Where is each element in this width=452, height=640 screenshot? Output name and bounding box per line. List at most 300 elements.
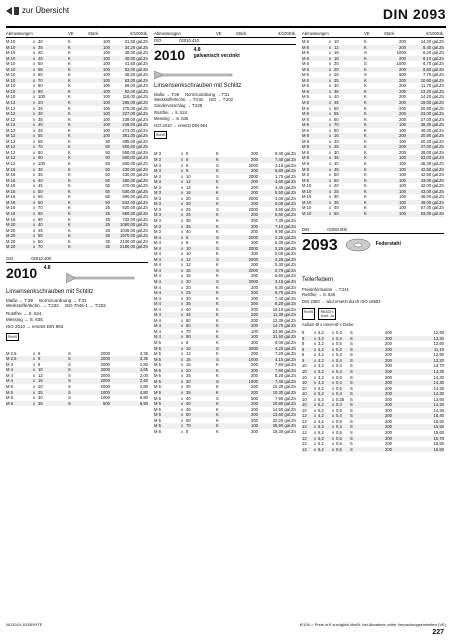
table-cell: 200	[251, 295, 258, 301]
table-cell: 100	[103, 111, 110, 117]
price-table-3b	[302, 330, 444, 452]
table-cell: x	[331, 441, 335, 447]
table-cell: M 12	[6, 100, 16, 106]
table-cell: S	[216, 245, 219, 251]
spec-link[interactable]: Rostfrei → S. 535	[302, 291, 336, 297]
table-cell: 43,00 gal.Zn	[420, 188, 444, 194]
table-cell: 14,30	[433, 374, 444, 380]
table-cell: K	[68, 133, 71, 139]
table-cell: 7,20 gal.Zn	[275, 351, 296, 357]
table-cell: 25	[334, 72, 339, 78]
table-cell: 12	[186, 351, 191, 357]
table-cell: 10,80 gal.Zn	[272, 401, 296, 407]
table-cell: x	[331, 435, 335, 441]
table-cell: M 6	[302, 116, 309, 122]
table-cell: 200	[399, 83, 406, 89]
back-to-overview-link[interactable]	[6, 6, 69, 15]
table-cell: x	[180, 395, 184, 401]
table-cell: 6,2	[318, 441, 324, 447]
table-cell: 200	[251, 190, 258, 196]
table-cell: 13,60 gal.Zn	[272, 412, 296, 418]
table-cell: M 3	[154, 212, 161, 218]
finish-link[interactable]: Rostfrei → S. 524	[6, 310, 42, 316]
table-cell: 1045,00 gal.Zn	[120, 227, 148, 233]
table-cell: M 4	[154, 234, 161, 240]
table-cell: 13,60	[433, 396, 444, 402]
table-cell: 100	[399, 194, 406, 200]
table-cell: x	[32, 83, 36, 89]
table-cell: 35	[186, 223, 191, 229]
table-cell: 2,80	[139, 361, 148, 367]
table-cell: 4,80	[139, 389, 148, 395]
table-cell: 8,20 gal.Zn	[275, 301, 296, 307]
table-cell: S	[350, 396, 353, 402]
table-cell: 50	[105, 194, 110, 200]
table-cell: 0,2	[336, 346, 342, 352]
table-cell: K	[216, 179, 219, 185]
table-cell: M 5	[154, 401, 161, 407]
table-cell: M 3	[154, 151, 161, 157]
table-cell: K	[216, 401, 219, 407]
table-cell: K	[68, 199, 71, 205]
table-cell: 10	[186, 345, 191, 351]
table-cell: 2,00	[139, 372, 148, 378]
header-rule	[6, 26, 446, 28]
table-cell: 25	[105, 227, 110, 233]
table-cell: 100	[399, 155, 406, 161]
table-cell: 80	[186, 334, 191, 340]
table-cell: 500	[251, 395, 258, 401]
table-cell: 1000	[396, 50, 406, 56]
table-cell: x	[313, 441, 317, 447]
table-cell: 200	[251, 323, 258, 329]
table-cell: 200	[251, 406, 258, 412]
table-cell: 200	[251, 367, 258, 373]
table-cell: K	[364, 44, 367, 50]
spec-link[interactable]: ISO → T:202	[209, 97, 234, 103]
table-cell: 25	[105, 205, 110, 211]
table-cell: K	[216, 156, 219, 162]
table-cell: x	[180, 389, 184, 395]
table-cell: K	[68, 216, 71, 222]
table-cell: x	[32, 88, 36, 94]
table-cell: 8	[302, 330, 305, 336]
table-cell: x	[180, 234, 184, 240]
table-cell: 200	[251, 262, 258, 268]
table-cell: K	[216, 212, 219, 218]
table-cell: 12	[302, 418, 307, 424]
table-cell: 5,2	[318, 402, 324, 408]
table-cell: 50	[105, 155, 110, 161]
table-cell: x	[32, 222, 36, 228]
table-cell: x	[32, 400, 36, 406]
table-cell: K	[68, 238, 71, 244]
table-cell: 27,00 gal.Zn	[420, 116, 444, 122]
rohs-badge: RoHS	[156, 133, 166, 138]
iso-ref-bar: ISO 02010.400	[6, 256, 148, 263]
table-cell: 50	[105, 183, 110, 189]
table-cell: 50	[105, 138, 110, 144]
table-cell: K	[68, 127, 71, 133]
table-cell: K	[216, 389, 219, 395]
table-cell: S	[216, 173, 219, 179]
table-cell: 200	[399, 44, 406, 50]
table-cell: 200	[385, 424, 392, 430]
table-cell: x	[180, 356, 184, 362]
footer-note: €/100 = Preis in € zuzüglich MwSt. bei Abnahme voller Verpackungseinheiten (VE)	[300, 622, 446, 627]
table-cell: 20	[38, 384, 43, 390]
table-cell: M 5	[154, 395, 161, 401]
table-cell: S	[68, 356, 71, 362]
table-cell: x	[32, 44, 36, 50]
table-cell: 34,20 gal.Zn	[124, 44, 148, 50]
table-cell: K	[364, 116, 367, 122]
table-cell: M 4	[154, 317, 161, 323]
table-cell: 55	[38, 138, 43, 144]
table-cell: M 3	[154, 162, 161, 168]
table-cell: M 6	[302, 127, 309, 133]
table-cell: 45	[38, 127, 43, 133]
table-cell: K	[216, 428, 219, 434]
material-subtitle: Federstahl	[375, 240, 401, 247]
table-cell: 10	[302, 407, 307, 413]
table-cell: M 12	[6, 161, 16, 167]
table-cell: x	[313, 346, 317, 352]
table-cell: x	[180, 401, 184, 407]
table-cell: M 12	[6, 116, 16, 122]
table-cell: M 6	[302, 55, 309, 61]
table-cell: x	[331, 380, 335, 386]
finish-subtitle: galvanisch verzinkt	[193, 53, 240, 59]
table-cell: 10	[302, 380, 307, 386]
table-cell: S	[350, 429, 353, 435]
table-cell: S	[350, 346, 353, 352]
table-cell: 8	[186, 340, 189, 346]
table-cell: x	[313, 363, 317, 369]
table-cell: x	[32, 39, 36, 44]
table-cell: 0,5	[336, 446, 342, 452]
finish-link[interactable]: Messing → S. 635	[154, 115, 189, 121]
screw-illustration	[154, 71, 244, 79]
table-cell: x	[32, 77, 36, 83]
table-cell: 20	[186, 195, 191, 201]
table-cell: M 6	[154, 428, 161, 434]
table-cell: 0,4	[336, 391, 342, 397]
table-cell: 200	[251, 168, 258, 174]
table-cell: x	[328, 177, 332, 183]
table-cell: K	[364, 133, 367, 139]
norm-reference: ISO 2010 → ersetzt DIN 964	[154, 123, 208, 129]
spec-link[interactable]: Werkstoffe/techn. → T:232	[154, 97, 204, 103]
table-cell: 200	[251, 229, 258, 235]
table-cell: S	[68, 389, 71, 395]
table-cell: 25	[38, 389, 43, 395]
table-cell: 13,60	[433, 341, 444, 347]
table-cell: S	[68, 400, 71, 406]
table-cell: x	[328, 138, 332, 144]
table-cell: 35	[38, 116, 43, 122]
table-cell: 200	[399, 144, 406, 150]
table-cell: 15,50	[433, 424, 444, 430]
table-cell: M 5	[154, 384, 161, 390]
table-cell: 3,2	[318, 341, 324, 347]
table-cell: x	[331, 446, 335, 452]
table-cell: x	[32, 177, 36, 183]
spec-link[interactable]: Normzuordnung → T:31	[185, 92, 230, 97]
reach-badge: REACH-Konf. Ja	[318, 308, 336, 320]
table-cell: M 4	[154, 240, 161, 246]
table-cell: 30	[38, 395, 43, 401]
table-row	[302, 211, 444, 217]
table-cell: 200	[399, 55, 406, 61]
table-cell: M 4	[154, 290, 161, 296]
table-cell: x	[331, 335, 335, 341]
table-cell: 100	[103, 100, 110, 106]
table-cell: x	[180, 262, 184, 268]
table-cell: M 8	[302, 144, 309, 150]
table-cell: 200	[251, 306, 258, 312]
table-cell: 100	[399, 177, 406, 183]
table-cell: 50	[186, 317, 191, 323]
table-cell: 660,00 gal.Zn	[122, 210, 148, 216]
table-cell: K	[68, 138, 71, 144]
table-cell: x	[331, 418, 335, 424]
table-cell: 200	[251, 428, 258, 434]
spec-link[interactable]: Werkstoffe/techn. → T:232	[6, 303, 59, 309]
table-cell: 500	[399, 72, 406, 78]
table-cell: K	[216, 223, 219, 229]
table-cell: 200	[385, 330, 392, 336]
column-3	[302, 30, 444, 452]
table-cell: 2130,00 gal.Zn	[120, 238, 148, 244]
table-cell: M 10	[6, 39, 16, 44]
table-cell: M 4	[154, 295, 161, 301]
table-cell: 30	[186, 384, 191, 390]
spec-link[interactable]: Maße → T:39	[6, 297, 33, 303]
table-cell: x	[32, 66, 36, 72]
table-cell: 12	[302, 413, 307, 419]
table-cell: 200	[399, 77, 406, 83]
table-cell: 63,00 gal.Zn	[420, 210, 444, 216]
table-cell: x	[32, 172, 36, 178]
table-cell: 90	[38, 88, 43, 94]
table-cell: 50	[105, 149, 110, 155]
table-cell: 50	[105, 199, 110, 205]
table-row	[302, 447, 444, 453]
table-header: Abmessungen VE Stück €/100Stk.	[154, 31, 296, 36]
table-cell: 35	[38, 400, 43, 406]
table-cell: 100	[251, 334, 258, 340]
table-cell: 470,00 gal.Zn	[122, 183, 148, 189]
table-cell: 200	[385, 429, 392, 435]
table-cell: K	[364, 105, 367, 111]
table-cell: 200	[251, 384, 258, 390]
table-cell: M 3	[154, 218, 161, 223]
table-cell: x	[180, 251, 184, 257]
table-cell: M 8	[302, 138, 309, 144]
table-cell: K	[216, 362, 219, 368]
table-cell: 50	[334, 172, 339, 178]
footer-code: NO2019.10/DE/HTE	[6, 622, 43, 627]
table-cell: x	[32, 166, 36, 172]
spec-link[interactable]: ISO 7046-1 → T:202	[64, 303, 106, 309]
table-cell: 1,70 gal.Zn	[275, 173, 296, 179]
table-cell: M 4	[154, 301, 161, 307]
page-header	[6, 6, 446, 26]
table-cell: 12	[302, 429, 307, 435]
table-cell: x	[180, 351, 184, 357]
table-cell: 273,00 gal.Zn	[122, 127, 148, 133]
table-cell: x	[32, 55, 36, 61]
table-cell: M 6	[302, 44, 309, 50]
table-cell: 14,20 gal.Zn	[420, 94, 444, 100]
table-cell: 3,2	[318, 335, 324, 341]
table-cell: x	[32, 94, 36, 100]
table-cell: 0,4	[336, 380, 342, 386]
table-cell: 100	[399, 166, 406, 172]
table-row	[154, 429, 296, 435]
table-cell: 3,2	[318, 363, 324, 369]
table-cell: 200	[385, 446, 392, 452]
table-cell: K	[68, 122, 71, 128]
table-cell: 0,6	[336, 435, 342, 441]
table-cell: K	[68, 222, 71, 228]
table-cell: 10,30 gal.Zn	[272, 389, 296, 395]
table-cell: x	[328, 205, 332, 211]
table-cell: x	[32, 210, 36, 216]
table-cell: x	[180, 384, 184, 390]
table-cell: x	[180, 284, 184, 290]
table-cell: K	[68, 177, 71, 183]
table-cell: 50	[38, 188, 43, 194]
table-cell: 200	[399, 133, 406, 139]
table-cell: x	[328, 149, 332, 155]
iso-ref-bar: ISO 02010.410	[154, 38, 296, 45]
table-cell: K	[68, 155, 71, 161]
table-cell: M 5	[154, 389, 161, 395]
table-cell: 15,40	[433, 413, 444, 419]
table-cell: 200	[399, 149, 406, 155]
table-cell: 6,2	[318, 446, 324, 452]
page-din-title: DIN 2093	[382, 6, 446, 22]
table-cell: x	[328, 39, 332, 44]
table-cell: S	[350, 357, 353, 363]
table-cell: K	[364, 144, 367, 150]
table-cell: x	[32, 216, 36, 222]
table-cell: x	[313, 374, 317, 380]
table-cell: x	[32, 127, 36, 133]
table-cell: 8	[186, 428, 189, 434]
table-cell: 100	[103, 44, 110, 50]
table-cell: x	[331, 368, 335, 374]
table-cell: x	[32, 244, 36, 250]
table-cell: 0,4	[336, 402, 342, 408]
table-cell: M 3	[6, 361, 13, 367]
table-cell: 2000	[248, 173, 258, 179]
din-ref-bar: DIN 02093.000	[302, 227, 444, 234]
table-cell: 45	[186, 312, 191, 318]
table-cell: M 5	[154, 367, 161, 373]
table-cell: 200	[251, 389, 258, 395]
table-cell: 500,00 gal.Zn	[122, 188, 148, 194]
table-cell: K	[216, 262, 219, 268]
table-cell: S	[350, 407, 353, 413]
table-cell: 30	[186, 295, 191, 301]
table-cell: 500,00 gal.Zn	[122, 144, 148, 150]
table-cell: x	[328, 172, 332, 178]
table-cell: 200	[251, 212, 258, 218]
table-cell: 200	[251, 201, 258, 207]
table-cell: M 10	[302, 194, 312, 200]
table-cell: 70	[38, 77, 43, 83]
table-cell: 9,10 gal.Zn	[423, 55, 444, 61]
table-cell: 100	[103, 77, 110, 83]
table-cell: 2,25 gal.Zn	[275, 256, 296, 262]
spec-link[interactable]: Sondervorschlag → T:228	[154, 102, 203, 108]
spec-link[interactable]: Preisinformation → T:241	[302, 286, 349, 292]
table-cell: K	[364, 94, 367, 100]
table-cell: K	[216, 323, 219, 329]
table-cell: 50	[38, 61, 43, 67]
table-cell: M 12	[6, 111, 16, 117]
table-cell: 10	[186, 245, 191, 251]
table-cell: 3,65 gal.Zn	[275, 206, 296, 212]
table-cell: M 4	[154, 251, 161, 257]
table-cell: 40	[334, 161, 339, 167]
table-cell: 40	[186, 401, 191, 407]
table-cell: 2000	[100, 372, 110, 378]
table-cell: 16	[334, 133, 339, 139]
finish-link[interactable]: Rostfrei → S. 524	[154, 110, 188, 116]
table-cell: 2000	[248, 234, 258, 240]
spec-link[interactable]: Maße → T:39	[154, 92, 180, 97]
table-cell: 2,15 gal.Zn	[275, 162, 296, 168]
table-cell: M 4	[154, 273, 161, 279]
table-cell: K	[364, 172, 367, 178]
table-cell: 0,5	[336, 385, 342, 391]
table-cell: x	[328, 111, 332, 117]
table-cell: x	[313, 446, 317, 452]
table-cell: M 10	[302, 199, 312, 205]
table-cell: M 16	[6, 205, 16, 211]
table-cell: K	[364, 88, 367, 94]
table-cell: 38,30 gal.Zn	[420, 122, 444, 128]
table-cell: M 4	[6, 372, 13, 378]
table-cell: M 6	[302, 50, 309, 56]
table-cell: 10	[186, 251, 191, 257]
table-cell: x	[180, 317, 184, 323]
table-cell: x	[331, 357, 335, 363]
table-cell: 11,70 gal.Zn	[421, 83, 444, 89]
table-cell: x	[32, 122, 36, 128]
table-cell: 100	[103, 88, 110, 94]
table-cell: x	[328, 183, 332, 189]
table-cell: 6,70 gal.Zn	[423, 61, 444, 67]
table-cell: 14,70 gal.Zn	[272, 323, 296, 329]
spec-link[interactable]: Normzuordnung → T:31	[38, 297, 87, 303]
table-cell: 200	[385, 346, 392, 352]
table-cell: M 3	[154, 173, 161, 179]
table-cell: K	[216, 417, 219, 423]
table-cell: S	[216, 234, 219, 240]
table-cell: x	[180, 412, 184, 418]
finish-link[interactable]: Messing → S. 635	[6, 316, 43, 322]
table-cell: K	[364, 66, 367, 72]
table-cell: K	[364, 138, 367, 144]
table-cell: 13,20 gal.Zn	[420, 88, 444, 94]
table-cell: x	[313, 391, 317, 397]
table-cell: K	[68, 61, 71, 67]
